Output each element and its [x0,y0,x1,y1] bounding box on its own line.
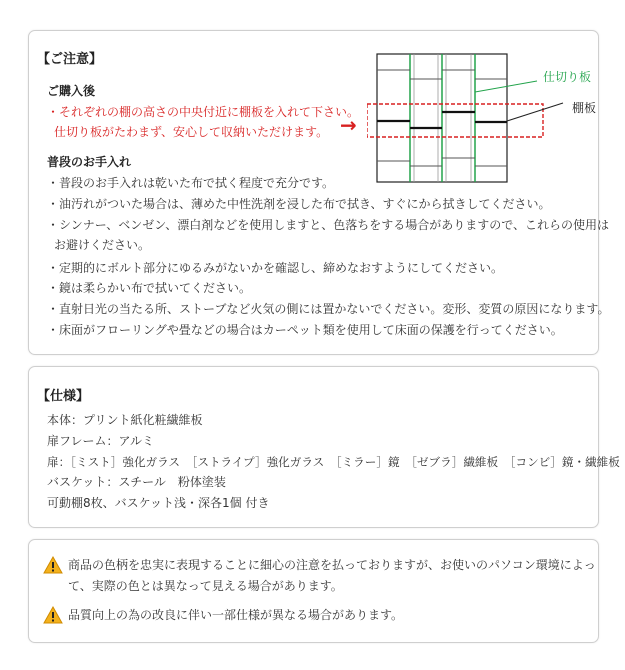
notice-title: 【ご注意】 [37,52,103,67]
care-line-7: ・直射日光の当たる所、ストーブなど火気の側には置かないでください。変形、変質の原因になります。 [47,302,610,316]
after-purchase-heading: ご購入後 [47,84,96,98]
care-line-6: ・鏡は柔らかい布で拭いてください。 [47,281,252,295]
care-line-3: ・シンナー、ベンゼン、漂白剤などを使用しますと、色落ちをする場合がありますので、これらの使用は [47,218,610,232]
care-line-2: ・油汚れがついた場合は、薄めた中性洗剤を浸した布で拭き、すぐにから拭きしてください。 [47,197,551,211]
warning-2: 品質向上の為の改良に伴い一部仕様が異なる場合があります。 [68,608,404,622]
warning-icon [43,606,63,624]
care-heading: 普段のお手入れ [47,155,132,169]
spec-line-3: 扉：［ミスト］強化ガラス ［ストライプ］強化ガラス ［ミラー］鏡 ［ゼブラ］繊維板 ［コンビ］鏡・繊維板 [47,455,620,469]
after-purchase-line-2: 仕切り板がたわまず、安心して収納いただけます。 [54,125,329,139]
arrow-right-icon: → [340,113,357,137]
spec-title: 【仕様】 [37,389,90,404]
spec-panel [28,366,620,528]
notice-panel [28,30,610,355]
partition-label: 仕切り板 [543,70,592,84]
shelf-diagram [367,51,617,191]
warnings-panel [28,539,599,643]
warning-icon [43,556,63,574]
spec-line-5: 可動棚8枚、バスケット浅・深各1個 付き [47,496,270,510]
care-line-1: ・普段のお手入れは乾いた布で拭く程度で充分です。 [47,176,335,190]
care-line-4: お避けください。 [54,238,151,252]
after-purchase-line-1: ・それぞれの棚の高さの中央付近に棚板を入れて下さい。 [47,105,360,119]
spec-line-1: 本体：プリント紙化粧繊維板 [47,413,203,427]
shelf-leader [507,103,563,121]
care-line-8: ・床面がフローリングや畳などの場合はカーペット類を使用して床面の保護を行ってください。 [47,323,563,337]
partition-leader [475,81,537,92]
care-line-5: ・定期的にボルト部分にゆるみがないかを確認し、締めなおすようにしてください。 [47,261,504,275]
warning-1-line-1: 商品の色柄を忠実に表現することに細心の注意を払っておりますが、お使いのパソコン環境によっ [68,558,596,572]
shelf-label: 棚板 [572,101,597,115]
warning-1-line-2: て、実際の色とは異なって見える場合があります。 [68,579,343,593]
spec-line-2: 扉フレーム：アルミ [47,434,155,448]
spec-line-4: バスケット：スチール 粉体塗装 [47,475,226,489]
